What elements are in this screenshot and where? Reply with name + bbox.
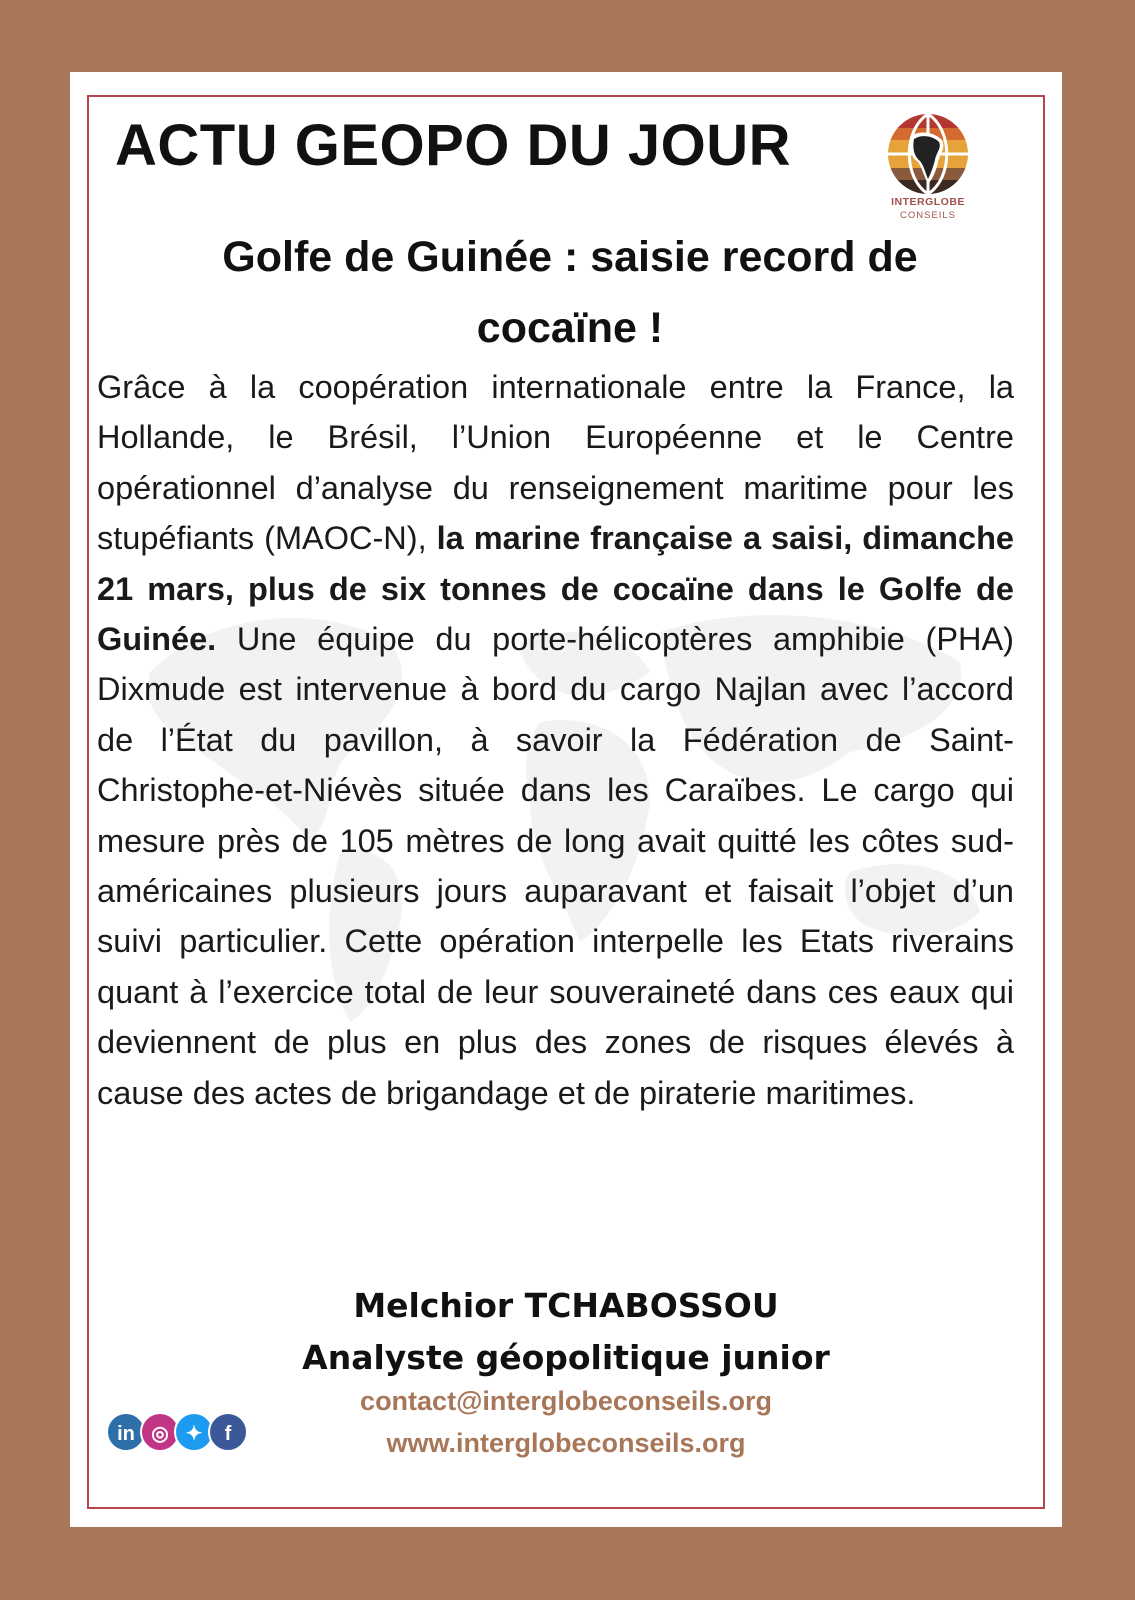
contact-website[interactable]: www.interglobeconseils.org bbox=[386, 1428, 746, 1458]
article-body bbox=[97, 362, 1014, 1118]
twitter-icon[interactable]: ✦ bbox=[174, 1412, 214, 1452]
article-title bbox=[130, 222, 1010, 364]
globe-africa-icon bbox=[878, 110, 978, 198]
facebook-icon[interactable]: f bbox=[208, 1412, 248, 1452]
article-card bbox=[70, 72, 1062, 1527]
linkedin-icon[interactable]: in bbox=[106, 1412, 146, 1452]
instagram-icon[interactable]: ◎ bbox=[140, 1412, 180, 1452]
article-intro: Grâce à la coopération internationale entre la France, la Hollande, le Brésil, l’Union Européenne et le Centre opérationnel d’analyse du renseignement maritime pour les stupéfiants (MAOC-N), bbox=[97, 369, 1014, 557]
article-rest: Une équipe du porte-hélicoptères amphibie (PHA) Dixmude est intervenue à bord du cargo Najlan avec l’accord de l’État du pavillon, à savoir la Fédération de Saint-Christophe-et-Niévès située dans les Caraïbes. Le cargo qui mesure près de 105 mètres de long avait quitté les côtes sud-américaines plusieurs jours auparavant et faisait l’objet d’un suivi particulier. Cette opération interpelle les Etats riverains quant à l’exercice total de leur souveraineté dans ces eaux qui deviennent de plus en plus des zones de risques élevés à cause des actes de brigandage et de piraterie maritimes. bbox=[97, 621, 1014, 1111]
contact-email[interactable]: contact@interglobeconseils.org bbox=[360, 1386, 772, 1416]
interglobe-logo bbox=[878, 110, 978, 230]
article-title-line-2: cocaïne ! bbox=[476, 304, 664, 352]
author-block bbox=[70, 1280, 1062, 1384]
article-highlight: la marine française a saisi, dimanche 21 mars, plus de six tonnes de cocaïne dans le Golfe de Guinée. bbox=[97, 520, 1014, 658]
author-name: Melchior TCHABOSSOU bbox=[353, 1286, 779, 1325]
logo-subbrand-text: CONSEILS bbox=[899, 210, 957, 221]
page-headline: ACTU GEOPO DU JOUR bbox=[115, 113, 792, 178]
logo-brand-text: INTERGLOBE bbox=[891, 196, 965, 208]
author-role: Analyste géopolitique junior bbox=[302, 1338, 830, 1377]
article-title-line-1: Golfe de Guinée : saisie record de bbox=[222, 233, 918, 281]
